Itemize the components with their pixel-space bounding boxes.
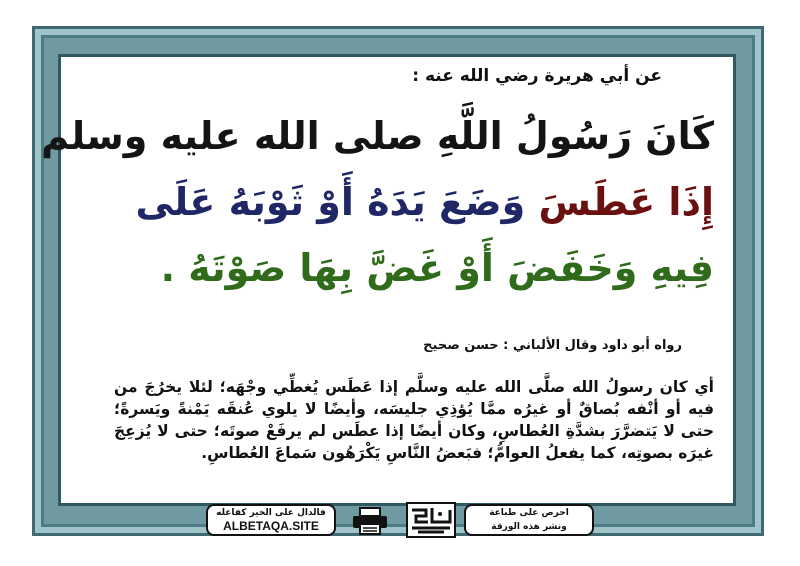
print-note-box <box>464 504 594 536</box>
footer <box>206 502 594 538</box>
website-box[interactable] <box>206 504 336 536</box>
footer-motto: فالدال على الخير كفاعله <box>216 508 326 518</box>
hadith-line-2 <box>94 180 714 224</box>
hadith-line-3: فِيهِ وَخَفَضَ أَوْ غَضَّ بِهَا صَوْتَهُ . <box>160 246 714 290</box>
narrator-text: عن أبي هريرة رضي الله عنه : <box>412 66 662 86</box>
hadith-line-2-part-a: إِذَا عَطَسَ <box>538 180 714 224</box>
hadith-line-2-part-b: وَضَعَ يَدَهُ أَوْ ثَوْبَهُ عَلَى <box>135 180 526 224</box>
website-link[interactable]: ALBETAQA.SITE <box>223 519 319 533</box>
printer-icon <box>350 506 390 536</box>
brand-logo <box>406 502 456 538</box>
explanation-text: أي كان رسولُ الله صلَّى الله عليه وسلَّم إذا عَطَس يُغطِّي وجْهَه؛ لئلا يخرُجَ من فيه أو أنْفه بُصاقٌ أو غيرُه ممَّا يُؤذِي جليسَه، وأيضًا لا يلوي عُنقَه يَمْنةً ويَسرةً؛ حتى لا يَتضرَّرَ بشدَّةِ العُطاسِ، وكان أيضًا إذا عطَس لم يرفَعْ صوتَه؛ حتى لا يُزعِجَ غيرَه بصوتِه، كما يفعلُ العوامُّ؛ فبَعضُ النَّاسِ يَكْرَهُون سَماعَ العُطاسِ. <box>114 378 714 462</box>
source-text: رواه أبو داود وقال الألباني : حسن صحيح <box>423 338 682 353</box>
hadith-line-1: كَانَ رَسُولُ اللَّهِ صلى الله عليه وسلم <box>41 114 714 158</box>
print-note-line-1: احرص على طباعة <box>489 508 569 518</box>
print-note-line-2: ونشر هذه الورقة <box>491 522 567 532</box>
